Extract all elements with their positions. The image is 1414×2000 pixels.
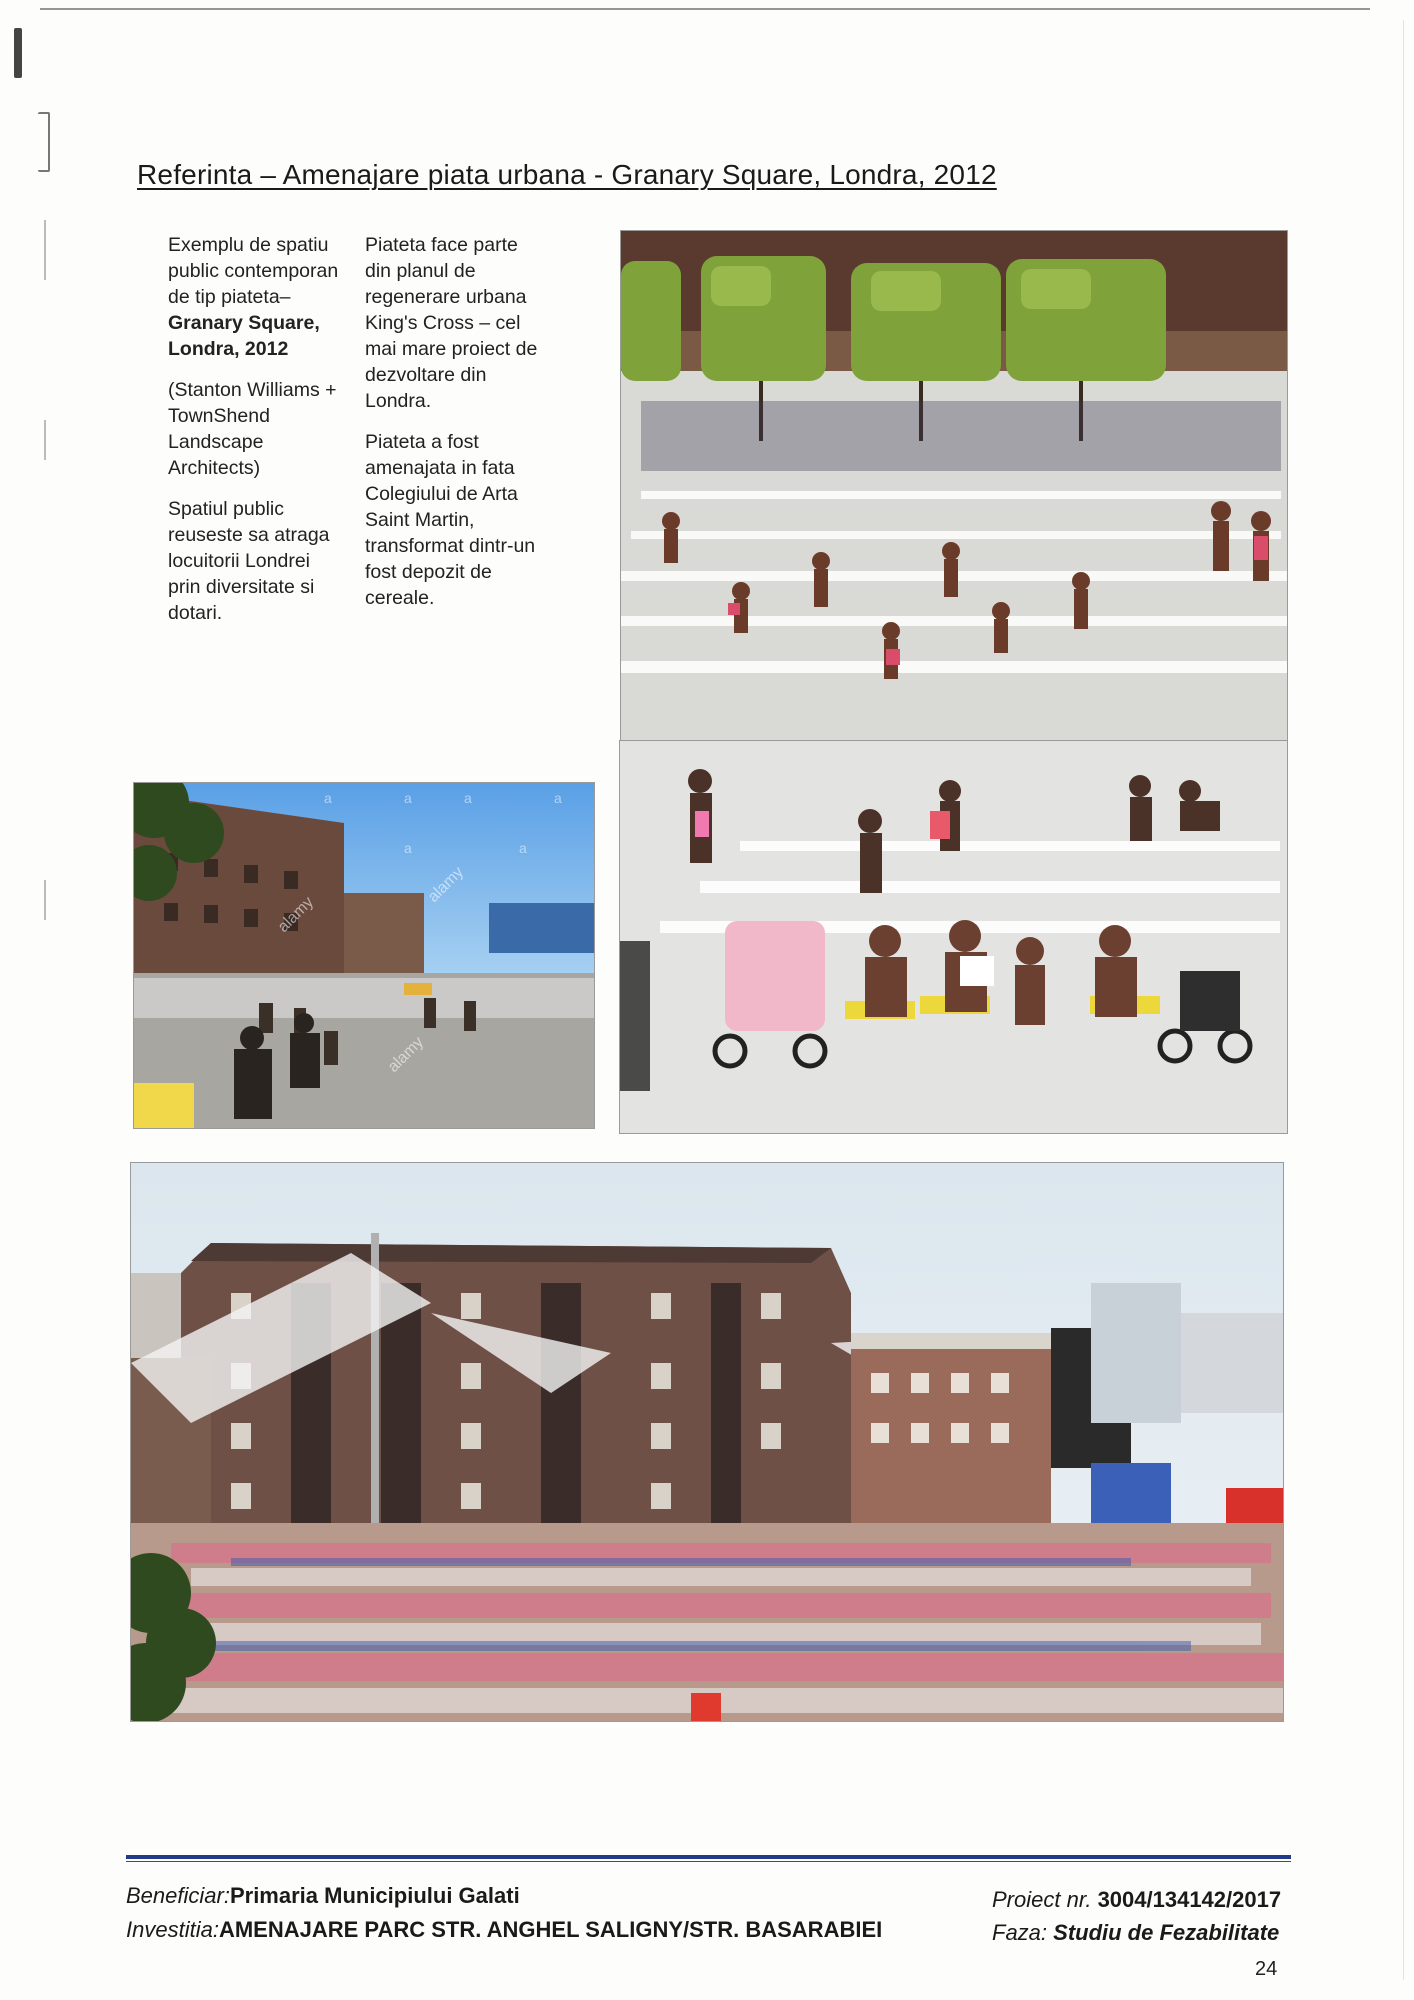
watermark-text: a [554,790,562,806]
description-column-2 [365,232,545,626]
watermark-text: a [404,840,412,856]
binder-clip-mark [38,112,50,172]
description-column-1 [168,232,343,641]
watermark-brand: alamy [424,863,468,906]
investitia-label: Investitia: [126,1917,219,1942]
proiect-value: 3004/134142/2017 [1097,1887,1282,1912]
intro-paragraph [168,232,343,362]
granary-building-photo [133,782,595,1129]
watermark-brand: alamy [274,893,318,936]
footer-divider-thin [126,1861,1291,1862]
watermark-text: a [404,790,412,806]
intro-bold-text: Granary Square, Londra, 2012 [168,312,320,360]
footer-investitia [126,1917,882,1943]
summary-paragraph: Spatiul public reuseste sa atraga locuitorii Londrei prin diversitate si dotari. [168,498,330,624]
crowd-square-photo [130,1162,1284,1722]
proiect-label: Proiect nr. [992,1887,1098,1912]
beneficiar-label: Beneficiar: [126,1883,230,1908]
credits-paragraph: (Stanton Williams + TownShend Landscape Architects) [168,379,337,479]
footer-proiect [992,1887,1281,1913]
faza-label: Faza: [992,1920,1054,1945]
footer-beneficiar [126,1883,520,1909]
college-paragraph: Piateta a fost amenajata in fata Colegiului de Arta Saint Martin, transformat dintr-un fost depozit de cereale. [365,431,536,609]
watermark-text: a [324,790,332,806]
footer-divider [126,1855,1291,1859]
faza-value: Studiu de Fezabilitate [1053,1920,1280,1945]
watermark-text: a [519,840,527,856]
regeneration-paragraph: Piateta face parte din planul de regenerare urbana King's Cross – cel mai mare proiect de dezvoltare din Londra. [365,234,538,412]
watermark-text: a [464,790,472,806]
page-number: 24 [1255,1958,1278,1980]
scan-edge-mark [44,880,46,920]
families-fountain-photo [619,740,1288,1134]
investitia-value: AMENAJARE PARC STR. ANGHEL SALIGNY/STR. BASARABIEI [218,1917,883,1942]
fountain-children-photo [620,230,1288,742]
watermark-brand: alamy [384,1033,428,1076]
intro-text: Exemplu de spatiu public contemporan de tip piateta– [168,234,339,308]
binder-hole-mark [14,28,22,78]
footer-faza [992,1920,1279,1946]
scan-edge-mark [44,420,46,460]
beneficiar-value: Primaria Municipiului Galati [229,1883,520,1908]
page-edge [1403,20,1404,1980]
page-title: Referinta – Amenajare piata urbana - Granary Square, Londra, 2012 [137,158,997,190]
scan-edge-mark [44,220,46,280]
scan-edge-line [40,8,1370,10]
